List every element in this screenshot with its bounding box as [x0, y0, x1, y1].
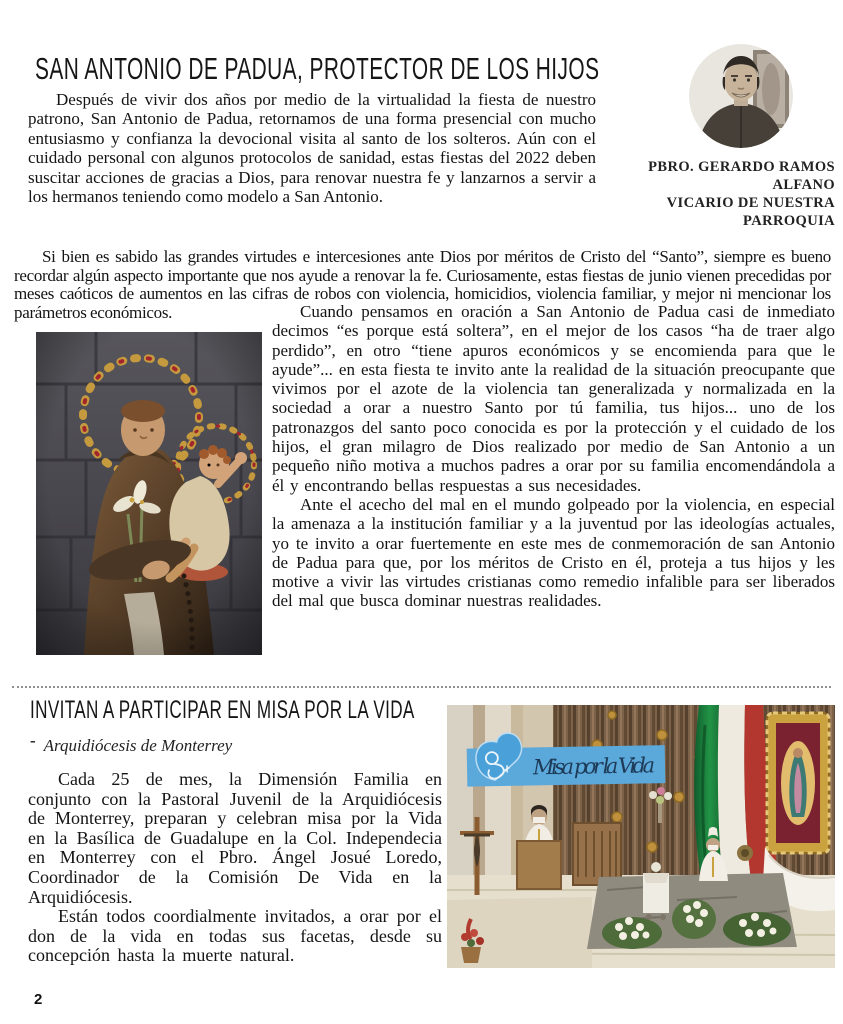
article1-paragraph-2: Si bien es sabido las grandes virtudes e intercesiones ante Dios por méritos de Cristo del “Santo”, siempre es bueno recordar algún aspecto importante que nos ayude a renovar la fe. Curiosamente, estas fiestas de junio vienen precedidas por meses caóticos de aumentos en las cifras de robos con violencia, homicidios, violencia familiar, y mejor ni mencionar los parámetros económicos. — [14, 247, 831, 322]
article1-intro-row — [28, 90, 835, 230]
subtitle-text: Arquidiócesis de Monterrey — [43, 736, 233, 755]
basilica-mass-illustration — [447, 705, 835, 968]
san-antonio-statue-illustration — [36, 332, 262, 655]
article2-subtitle — [30, 731, 442, 756]
article1-wrapped-text — [272, 302, 835, 611]
author-caption-line: PARROQUIA — [743, 213, 835, 229]
san-antonio-statue-photo — [36, 332, 262, 655]
author-caption-line: ALFANO — [772, 177, 835, 193]
article2-paragraph-2: Están todos coordialmente invitados, a orar por el don de la vida en todas sus facetas, desde su concepción hasta la muerte natural. — [28, 906, 442, 966]
article2-section — [28, 697, 835, 968]
banner-script-text: Misa por la Vida — [532, 753, 656, 780]
article2-title: INVITAN A PARTICIPAR EN MISA POR LA VIDA — [30, 697, 415, 725]
article1-paragraph-1: Después de vivir dos años por medio de la virtualidad la fiesta de nuestro patrono, San Antonio de Padua, retornamos de una forma presencial con mucho entusiasmo y confianza la devocional visita al santo de los solteros. Aún con el cuidado personal con algunos protocolos de sanidad, estas fiestas del 2022 deben suscitar acciones de gracias a Dios, para renovar nuestra fe y lanzarnos a servir a los hermanos teniendo como modelo a San Antonio. — [28, 90, 596, 207]
article1-paragraph-4: Ante el acecho del mal en el mundo golpeado por la violencia, en especial la amenaza a la institución familiar y a la juventud por las ideologías actuales, yo te invito a orar fuertemente en este mes de conmemoración de san Antonio de Padua para que, por los méritos de Cristo en él, proteja a tus hijos y les motive a vivir las virtudes cristianas como remedio infalible para ser liberados del mal que busca dominar nuestras realidades. — [272, 494, 835, 611]
article1-paragraph-3: Cuando pensamos en oración a San Antonio de Padua casi de inmediato decimos “es porque está soltera”, en el mejor de los casos “ha de traer algo perdido”, en otro “tiene apuros económicos y se encomienda para que le ayude”... en esta fiesta te invito ante la realidad de la situación preocupante que vivimos por el azote de la violencia tan generalizada y normalizada en la sociedad a orar a nuestro Santo por tú familia, tus hijos... uno de los patronazgos del santo poco conocida es por la protección y el cuidado de los hijos, el gran milagro de Dios realizado por medio de San Antonio a un pequeño niño motiva a muchos padres a orar por su familia encomendándola a él y encontrando bellas respuestas a sus necesidades. — [272, 302, 835, 495]
dotted-divider — [12, 686, 831, 688]
author-caption — [596, 158, 835, 230]
author-caption-line: PBRO. GERARDO RAMOS — [648, 159, 835, 175]
article2-text-column — [28, 697, 442, 966]
subtitle-dash: - — [30, 731, 36, 750]
author-block — [596, 90, 835, 230]
basilica-mass-photo — [447, 705, 835, 968]
article1-body-columns — [36, 302, 835, 655]
author-caption-line: VICARIO DE NUESTRA — [666, 195, 835, 211]
page-number: 2 — [34, 991, 43, 1008]
article1-title: SAN ANTONIO DE PADUA, PROTECTOR DE LOS HIJOS — [35, 52, 600, 87]
article2-paragraph-1: Cada 25 de mes, la Dimensión Familia en conjunto con la Pastoral Juvenil de la Arquidiócesis de Monterrey, preparan y celebran misa por la Vida en la Basílica de Guadalupe en la Col. Independecia en Monterrey con el Pbro. Ángel Josué Loredo, Coordinador de la Comisión De Vida en la Arquidiócesis. — [28, 769, 442, 907]
priest-portrait-illustration — [689, 44, 793, 148]
priest-portrait-photo — [689, 90, 793, 148]
